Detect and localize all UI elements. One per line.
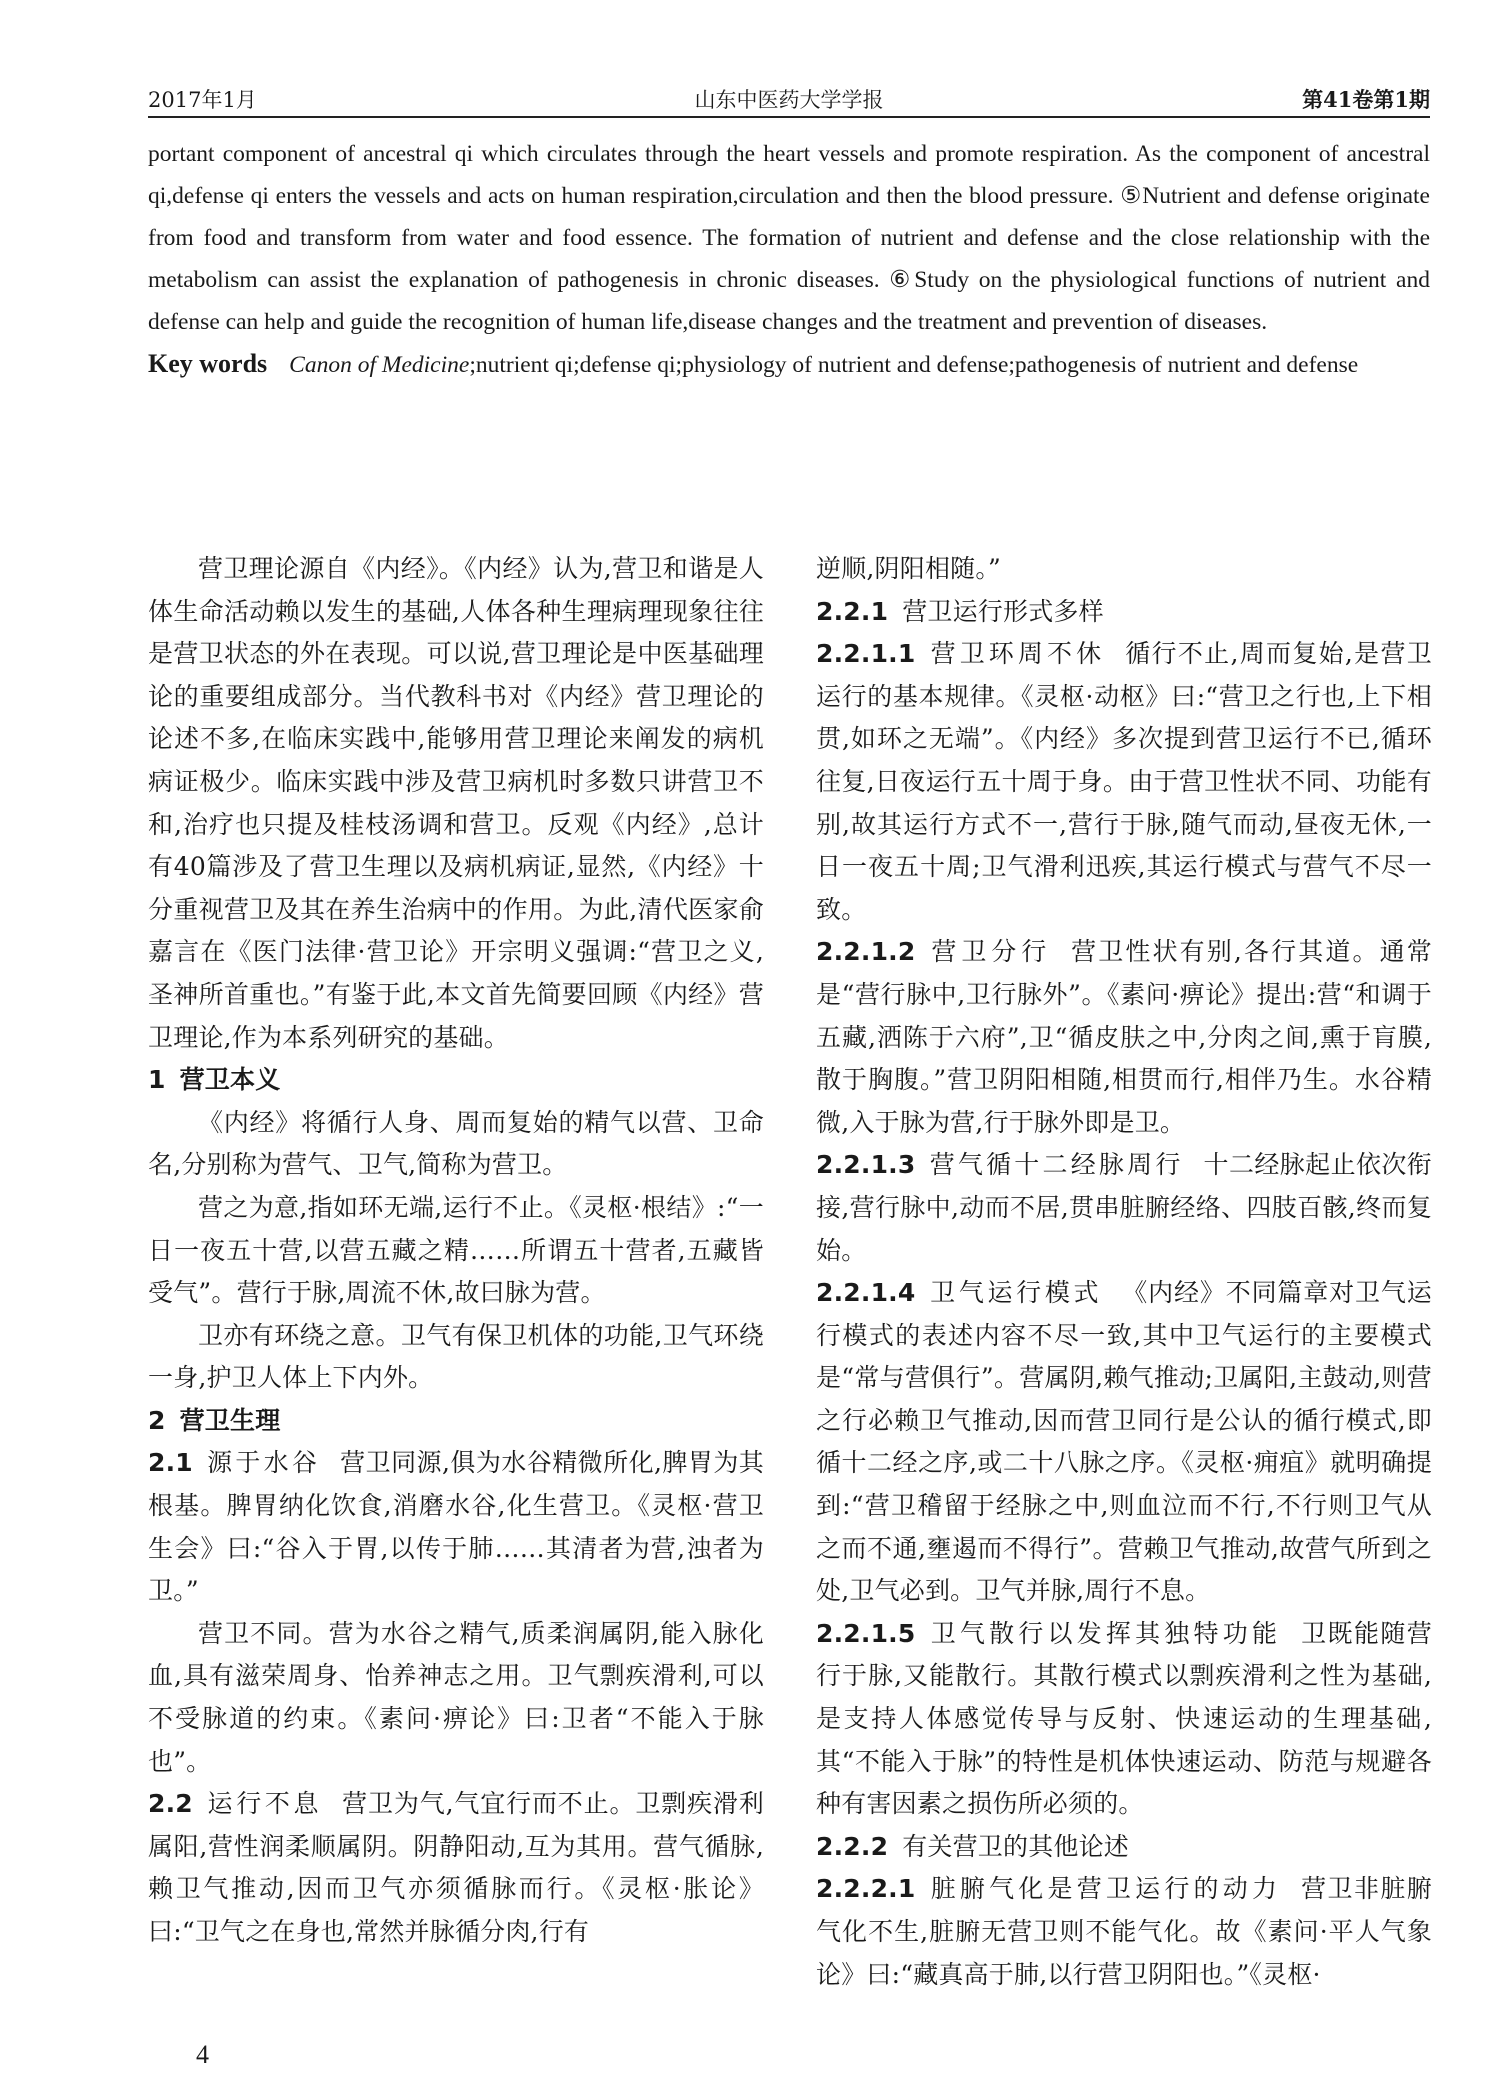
page-number: 4 (196, 2040, 209, 2069)
subsection-2-2-2: 2.2.2 有关营卫的其他论述 (816, 1831, 1129, 1861)
running-header (148, 82, 1430, 118)
subsection-2-2-2-1: 2.2.2.1 脏腑气化是营卫运行的动力 营卫非脏腑气化不生,脏腑无营卫则不能气化。故《素问·平人气象论》曰:“藏真高于肺,以行营卫阴阳也。”《灵枢· (816, 1874, 1432, 1989)
section-heading-1: 1 营卫本义 (148, 1065, 281, 1095)
intro-paragraph: 营卫理论源自《内经》。《内经》认为,营卫和谐是人体生命活动赖以发生的基础,人体各种生理病理现象往往是营卫状态的外在表现。可以说,营卫理论是中医基础理论的重要组成部分。当代教科书对《内经》营卫理论的论述不多,在临床实践中,能够用营卫理论来阐发的病机病证极少。临床实践中涉及营卫病机时多数只讲营卫不和,治疗也只提及桂枝汤调和营卫。反观《内经》,总计有40篇涉及了营卫生理以及病机病证,显然,《内经》十分重视营卫及其在养生治病中的作用。为此,清代医家俞嘉言在《医门法律·营卫论》开宗明义强调:“营卫之义,圣神所首重也。”有鉴于此,本文首先简要回顾《内经》营卫理论,作为本系列研究的基础。 (148, 554, 764, 1052)
keywords (148, 343, 1430, 386)
english-abstract (148, 133, 1430, 386)
abstract-text: portant component of ancestral qi which circulates through the heart vessels and promote respiration. As the component of ancestral qi,defense qi enters the vessels and acts on human respiration,circulation and then the blood pressure. ⑤Nutrient and defense originate from food and transform from water and food essence. The formation of nutrient and defense and the close relationship with the metabolism can assist the explanation of pathogenesis in chronic diseases. ⑥Study on the physiological functions of nutrient and defense can help and guide the recognition of human life,disease changes and the treatment and prevention of diseases. (148, 141, 1430, 335)
header-journal-title: 山东中医药大学学报 (694, 88, 884, 112)
paragraph: 营之为意,指如环无端,运行不止。《灵枢·根结》:“一日一夜五十营,以营五藏之精……所谓五十营者,五藏皆受气”。营行于脉,周流不休,故曰脉为营。 (148, 1192, 764, 1308)
subsection-2-2-1-1: 2.2.1.1 营卫环周不休 循行不止,周而复始,是营卫运行的基本规律。《灵枢·动枢》曰:“营卫之行也,上下相贯,如环之无端”。《内经》多次提到营卫运行不已,循环往复,日夜运行五十周于身。由于营卫性状不同、功能有别,故其运行方式不一,营行于脉,随气而动,昼夜无休,一日一夜五十周;卫气滑利迅疾,其运行模式与营气不尽一致。 (816, 639, 1432, 924)
keywords-italic-term: Canon of Medicine (289, 352, 470, 378)
keywords-list: ;nutrient qi;defense qi;physiology of nutrient and defense;pathogenesis of nutrient and defense (469, 352, 1359, 378)
paragraph: 卫亦有环绕之意。卫气有保卫机体的功能,卫气环绕一身,护卫人体上下内外。 (148, 1320, 764, 1393)
subsection-2-2: 2.2 运行不息 营卫为气,气宜行而不止。卫剽疾滑利属阳,营性润柔顺属阴。阴静阳动,互为其用。营气循脉,赖卫气推动,因而卫气亦须循脉而行。《灵枢·胀论》曰:“卫气之在身也,常然并脉循分肉,行有 (148, 1789, 764, 1946)
keywords-label: Key words (148, 349, 268, 378)
body-column-left (148, 548, 764, 1954)
header-volume-issue: 第41卷第1期 (1302, 87, 1430, 112)
paragraph: 营卫不同。营为水谷之精气,质柔润属阴,能入脉化血,具有滋荣周身、怡养神志之用。卫气剽疾滑利,可以不受脉道的约束。《素问·痹论》曰:卫者“不能入于脉也”。 (148, 1618, 764, 1776)
section-heading-2: 2 营卫生理 (148, 1405, 281, 1435)
paragraph: 《内经》将循行人身、周而复始的精气以营、卫命名,分别称为营气、卫气,简称为营卫。 (148, 1107, 764, 1180)
subsection-2-2-1-2: 2.2.1.2 营卫分行 营卫性状有别,各行其道。通常是“营行脉中,卫行脉外”。《素问·痹论》提出:营“和调于五藏,洒陈于六府”,卫“循皮肤之中,分肉之间,熏于肓膜,散于胸腹。”营卫阴阳相随,相贯而行,相伴乃生。水谷精微,入于脉为营,行于脉外即是卫。 (816, 937, 1432, 1137)
paragraph-continued: 逆顺,阴阳相随。” (816, 554, 1002, 583)
subsection-2-1: 2.1 源于水谷 营卫同源,俱为水谷精微所化,脾胃为其根基。脾胃纳化饮食,消磨水谷,化生营卫。《灵枢·营卫生会》曰:“谷入于胃,以传于肺……其清者为营,浊者为卫。” (148, 1448, 764, 1606)
subsection-2-2-1-5: 2.2.1.5 卫气散行以发挥其独特功能 卫既能随营行于脉,又能散行。其散行模式以剽疾滑利之性为基础,是支持人体感觉传导与反射、快速运动的生理基础,其“不能入于脉”的特性是机体快速运动、防范与规避各种有害因素之损伤所必须的。 (816, 1618, 1432, 1819)
subsection-2-2-1: 2.2.1 营卫运行形式多样 (816, 596, 1104, 626)
header-date: 2017年1月 (148, 88, 257, 112)
body-column-right (816, 548, 1432, 1996)
subsection-2-2-1-4: 2.2.1.4 卫气运行模式 《内经》不同篇章对卫气运行模式的表述内容不尽一致,其中卫气运行的主要模式是“常与营俱行”。营属阴,赖气推动;卫属阳,主鼓动,则营之行必赖卫气推动,因而营卫同行是公认的循行模式,即循十二经之序,或二十八脉之序。《灵枢·痈疽》就明确提到:“营卫稽留于经脉之中,则血泣而不行,不行则卫气从之而不通,壅遏而不得行”。营赖卫气推动,故营气所到之处,卫气必到。卫气并脉,周行不息。 (816, 1278, 1432, 1606)
subsection-2-2-1-3: 2.2.1.3 营气循十二经脉周行 十二经脉起止依次衔接,营行脉中,动而不居,贯串脏腑经络、四肢百骸,终而复始。 (816, 1150, 1432, 1265)
